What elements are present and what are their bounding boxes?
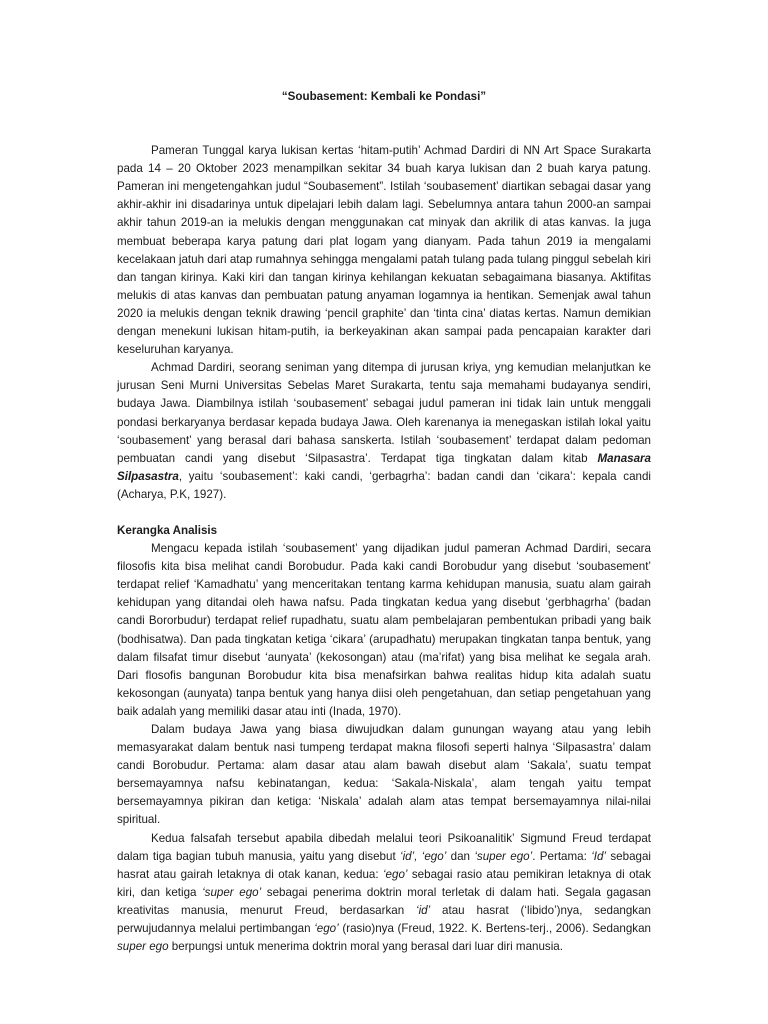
paragraph-text: Achmad Dardiri, seorang seniman yang ditempa di jurusan kriya, yng kemudian melanjutkan ke jurusan Seni Murni Universitas Sebelas Maret Surakarta, tentu saja memahami budayanya sendiri, budaya Jawa. Diambilnya istilah ‘soubasement’ sebagai judul pameran ini tidak lain untuk menggali pondasi berkaryanya berdasar kepada budaya Jawa. Oleh karenanya ia menegaskan istilah lokal yaitu ‘soubasement’ yang berasal dari bahasa sanskerta. Istilah ‘soubasement’ terdapat dalam pedoman pembuatan candi yang disebut ‘Silpasastra’. Terdapat tiga tingkatan dalam kitab [117, 361, 651, 465]
paragraph-text: (rasio)nya (Freud, 1922. K. Bertens-terj., 2006). Sedangkan [338, 922, 651, 936]
paragraph-text: sebagai rasio atau pemikiran letaknya di otak kiri, dan ketiga [117, 867, 651, 899]
paragraph-text: sebagai hasrat atau gairah letaknya di otak kanan, kedua: [117, 849, 651, 881]
italic-term: ‘Id’ [591, 849, 607, 863]
paragraph-text: . Pertama: [532, 849, 592, 863]
paragraph-borobudur: Mengacu kepada istilah ‘soubasement’ yang dijadikan judul pameran Achmad Dardiri, secara filosofis kita bisa melihat candi Borobudur. Pada kaki candi Borobudur yang disebut ‘soubasement’ terdapat relief ‘Kamadhatu’ yang menceritakan tentang karma kehidupan manusia, suatu alam gairah kehidupan yang ditandai oleh hawa nafsu. Pada tingkatan kedua yang disebut ‘gerbhagrha’ (badan candi Bororbudur) terdapat relief rupadhatu, suatu alam pembelajaran pembentukan pribadi yang baik (bodhisatwa). Dan pada tingkatan ketiga ‘cikara’ (arupadhatu) merupakan tingkatan tanpa bentuk, yang dalam filsafat timur disebut ‘aunyata’ (kekosongan) atau (ma’rifat) yang bisa melihat ke segala arah. Dari flosofis bangunan Borobudur kita bisa menafsirkan bahwa realitas hidup kita adalah suatu kekosongan (aunyata) tanpa bentuk yang hanya diisi oleh pengetahuan, dan setiap pengetahuan yang baik adalah yang memiliki dasar atau inti (Inada, 1970). [117, 542, 651, 718]
paragraph-text: , yaitu ‘soubasement’: kaki candi, ‘gerbagrha’: badan candi dan ‘cikara’: kepala candi (Acharya, P.K, 1927). [117, 469, 651, 501]
book-title: Manasara Silpasastra [117, 451, 651, 483]
section-heading: Kerangka Analisis [117, 523, 218, 537]
paragraph-background [117, 359, 651, 504]
document-title: “Soubasement: Kembali ke Pondasi” [281, 90, 487, 103]
paragraph-text: berpungsi untuk menerima doktrin moral yang berasal dari luar diri manusia. [168, 940, 563, 954]
italic-term: ‘super ego’ [202, 885, 262, 899]
paragraph-text: sebagai penerima doktrin moral terletak di dalam hati. Segala gagasan kreativitas manusia, menurut Freud, berdasarkan [117, 885, 651, 917]
paragraph-freud [117, 830, 651, 957]
italic-term: ‘ego’ [382, 867, 408, 881]
italic-term: ‘id’, ‘ego’ [400, 849, 447, 863]
italic-term: ‘id’ [416, 903, 431, 917]
paragraph-intro: Pameran Tunggal karya lukisan kertas ‘hitam-putih’ Achmad Dardiri di NN Art Space Surakarta pada 14 – 20 Oktober 2023 menampilkan sekitar 34 buah karya lukisan dan 2 buah karya patung. Pameran ini mengetengahkan judul “Soubasement”. Istilah ‘soubasement’ diartikan sebagai dasar yang akhir-akhir ini disadarinya untuk dipelajari lebih dalam lagi. Sebelumnya antara tahun 2000-an sampai akhir tahun 2019-an ia melukis dengan menggunakan cat minyak dan akrilik di atas kanvas. Ia juga membuat beberapa karya patung dari plat logam yang dianyam. Pada tahun 2019 ia mengalami kecelakaan jatuh dari atap rumahnya sehingga mengalami patah tulang pada tulang pinggul sebelah kiri dan tangan kirinya. Kaki kiri dan tangan kirinya kehilangan kekuatan sebagaimana biasanya. Aktifitas melukis di atas kanvas dan pembuatan patung anyaman logamnya ia hentikan. Semenjak awal tahun 2020 ia melukis dengan teknik drawing ‘pencil graphite’ dan ‘tinta cina’ diatas kertas. Namun demikian dengan menekuni lukisan hitam-putih, ia berkeyakinan akan sampai pada pencapaian karakter dari keseluruhan karyanya. [117, 144, 651, 357]
document-page [117, 88, 651, 956]
italic-term: ‘super ego’ [474, 849, 533, 863]
italic-term: super ego [117, 940, 169, 954]
paragraph-text: dan [446, 849, 475, 863]
paragraph-javanese-culture: Dalam budaya Jawa yang biasa diwujudkan dalam gunungan wayang atau yang lebih memasyarakat dalam bentuk nasi tumpeng terdapat makna filosofi seperti halnya ‘Silpasastra’ dalam candi Borobudur. Pertama: alam dasar atau alam bawah disebut alam ‘Sakala’, suatu tempat bersemayamnya nafsu kebinatangan, kedua: ‘Sakala-Niskala’, alam tengah yaitu tempat bersemayamnya pikiran dan ketiga: ‘Niskala’ adalah alam atas tempat bersemayamnya nilai-nilai spiritual. [117, 723, 651, 827]
paragraph-text: Kedua falsafah tersebut apabila dibedah melalui teori Psikoanalitik’ Sigmund Freud terdapat dalam tiga bagian tubuh manusia, yaitu yang disebut [117, 831, 651, 863]
italic-term: ‘ego’ [314, 922, 339, 936]
paragraph-text: atau hasrat (‘libido’)nya, sedangkan perwujudannya melalui pertimbangan [117, 903, 652, 936]
